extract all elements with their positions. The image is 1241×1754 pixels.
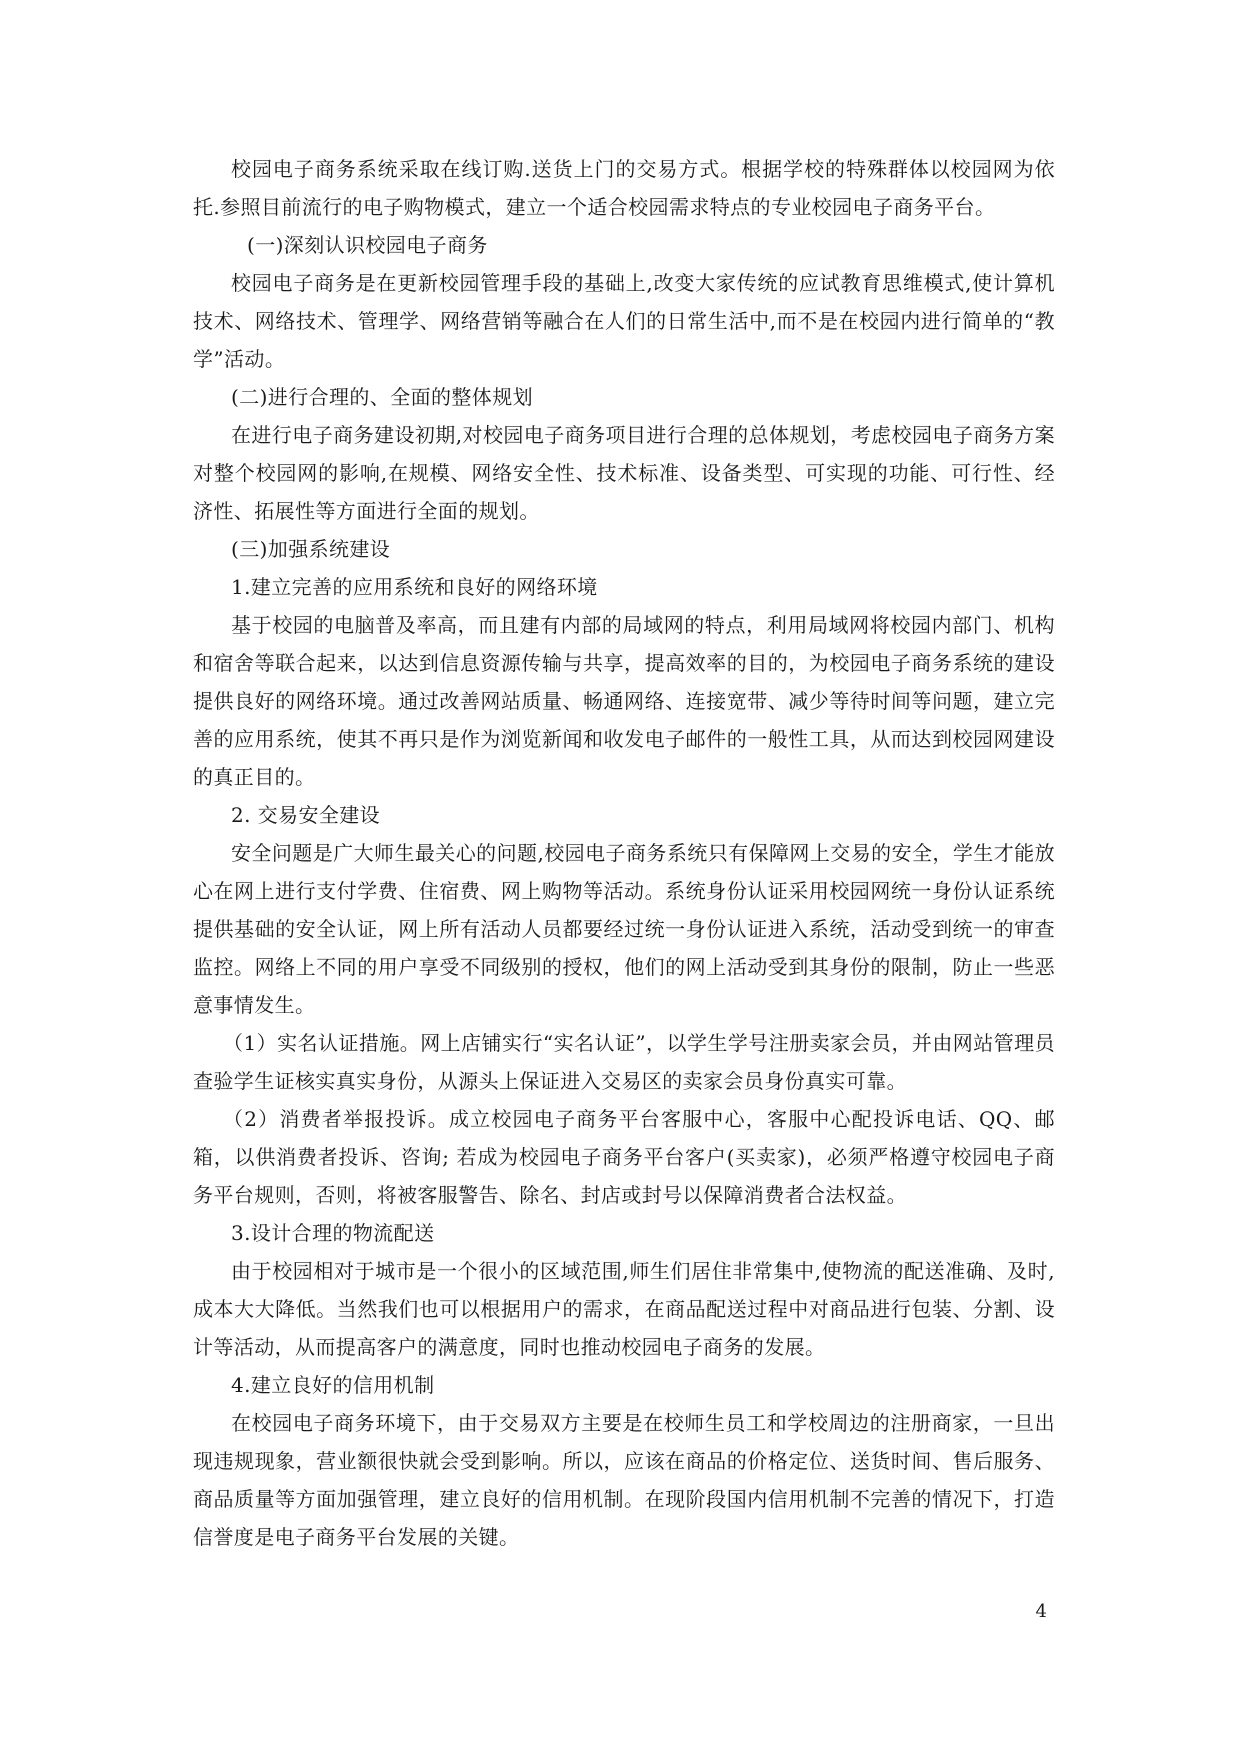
paragraph-3-2-item-2: （2）消费者举报投诉。成立校园电子商务平台客服中心，客服中心配投诉电话、QQ、邮箱，以供消费者投诉、咨询; 若成为校园电子商务平台客户(买卖家)，必须严格遵守校园电子商务平台规则，否则，将被客服警告、除名、封店或封号以保障消费者合法权益。 (193, 1107, 1055, 1207)
paragraph-intro: 校园电子商务系统采取在线订购.送货上门的交易方式。根据学校的特殊群体以校园网为依托.参照目前流行的电子购物模式，建立一个适合校园需求特点的专业校园电子商务平台。 (193, 157, 1055, 219)
paragraph-section-1: 校园电子商务是在更新校园管理手段的基础上,改变大家传统的应试教育思维模式,使计算机技术、网络技术、管理学、网络营销等融合在人们的日常生活中,而不是在校园内进行简单的“教学”活动。 (193, 271, 1055, 371)
paragraph-3-3: 由于校园相对于城市是一个很小的区域范围,师生们居住非常集中,使物流的配送准确、及时,成本大大降低。当然我们也可以根据用户的需求，在商品配送过程中对商品进行包装、分割、设计等活动，从而提高客户的满意度，同时也推动校园电子商务的发展。 (193, 1259, 1055, 1359)
page-number: 4 (1035, 1601, 1047, 1622)
heading-section-1: (一)深刻认识校园电子商务 (247, 233, 488, 257)
paragraph-3-1: 基于校园的电脑普及率高，而且建有内部的局域网的特点，利用局域网将校园内部门、机构和宿舍等联合起来，以达到信息资源传输与共享，提高效率的目的，为校园电子商务系统的建设提供良好的网络环境。通过改善网站质量、畅通网络、连接宽带、减少等待时间等问题，建立完善的应用系统，使其不再只是作为浏览新闻和收发电子邮件的一般性工具，从而达到校园网建设的真正目的。 (193, 613, 1055, 789)
heading-section-3: (三)加强系统建设 (231, 537, 391, 561)
paragraph-3-2-item-1: （1）实名认证措施。网上店铺实行“实名认证”，以学生学号注册卖家会员，并由网站管理员查验学生证核实真实身份，从源头上保证进入交易区的卖家会员身份真实可靠。 (193, 1031, 1055, 1093)
paragraph-3-2: 安全问题是广大师生最关心的问题,校园电子商务系统只有保障网上交易的安全，学生才能放心在网上进行支付学费、住宿费、网上购物等活动。系统身份认证采用校园网统一身份认证系统提供基础的安全认证，网上所有活动人员都要经过统一身份认证进入系统，活动受到统一的审查监控。网络上不同的用户享受不同级别的授权，他们的网上活动受到其身份的限制，防止一些恶意事情发生。 (193, 841, 1055, 1017)
document-body (193, 150, 1055, 1556)
subheading-3-1: 1.建立完善的应用系统和良好的网络环境 (231, 575, 598, 599)
subheading-3-4: 4.建立良好的信用机制 (231, 1373, 435, 1397)
heading-section-2: (二)进行合理的、全面的整体规划 (231, 385, 534, 409)
subheading-3-2: 2. 交易安全建设 (231, 803, 381, 827)
subheading-3-3: 3.设计合理的物流配送 (231, 1221, 435, 1245)
paragraph-3-4: 在校园电子商务环境下，由于交易双方主要是在校师生员工和学校周边的注册商家，一旦出现违规现象，营业额很快就会受到影响。所以，应该在商品的价格定位、送货时间、售后服务、商品质量等方面加强管理，建立良好的信用机制。在现阶段国内信用机制不完善的情况下，打造信誉度是电子商务平台发展的关键。 (193, 1411, 1055, 1549)
paragraph-section-2: 在进行电子商务建设初期,对校园电子商务项目进行合理的总体规划，考虑校园电子商务方案对整个校园网的影响,在规模、网络安全性、技术标准、设备类型、可实现的功能、可行性、经济性、拓展性等方面进行全面的规划。 (193, 423, 1055, 523)
